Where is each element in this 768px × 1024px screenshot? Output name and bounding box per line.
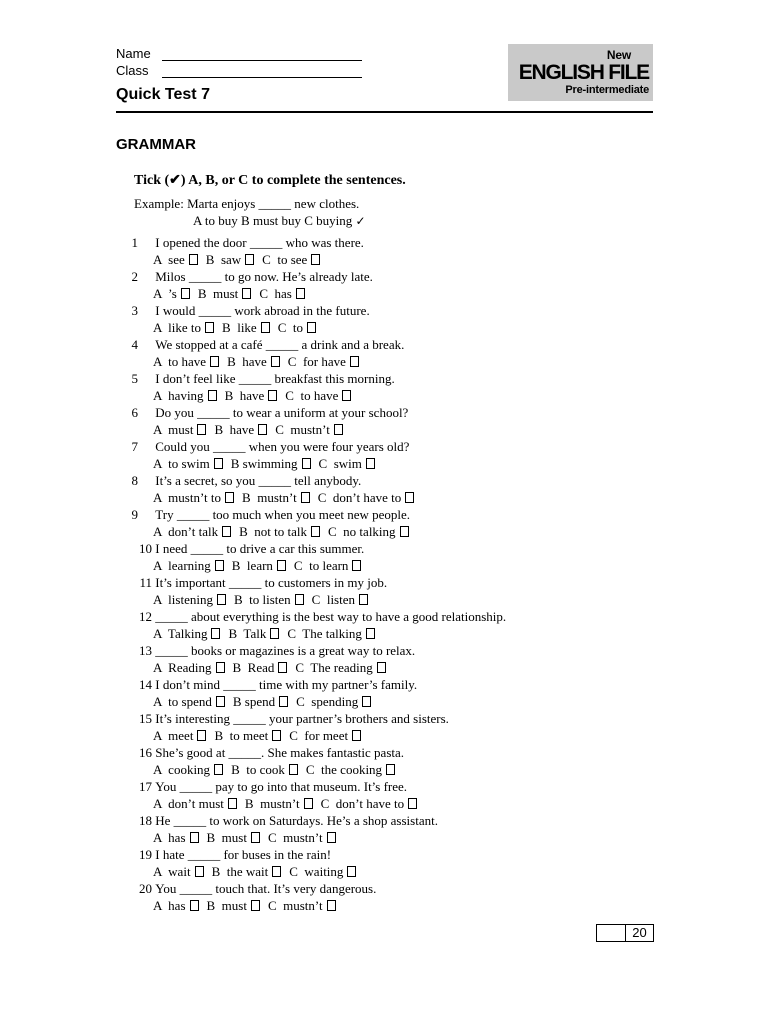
question-line	[116, 778, 676, 795]
question-options	[116, 523, 676, 540]
option-label: C for have	[287, 354, 346, 369]
option-label: A wait	[153, 864, 191, 879]
question-line	[116, 744, 676, 761]
option-label: A meet	[153, 728, 194, 743]
example	[134, 195, 366, 230]
option-label: C mustn’t	[267, 898, 323, 913]
tick-box[interactable]	[228, 798, 237, 809]
tick-box[interactable]	[362, 696, 371, 707]
question-item	[116, 336, 676, 370]
question-number: 3	[131, 303, 138, 318]
tick-box[interactable]	[327, 900, 336, 911]
option-label: B to listen	[233, 592, 291, 607]
question-options	[116, 897, 676, 914]
option-label: C the cooking	[305, 762, 383, 777]
tick-box[interactable]	[366, 458, 375, 469]
instruction: Tick (✔) A, B, or C to complete the sentences.	[134, 173, 406, 188]
question-list	[116, 234, 676, 914]
option-label: B swimming	[230, 456, 298, 471]
logo-line-2: ENGLISH FILE	[518, 61, 649, 84]
option-label: C to	[277, 320, 303, 335]
tick-box[interactable]	[342, 390, 351, 401]
header-divider	[116, 111, 653, 113]
tick-box[interactable]	[245, 254, 254, 265]
option-label: A must	[153, 422, 194, 437]
question-options	[116, 319, 676, 336]
question-text: _____ books or magazines is a great way to relax.	[155, 643, 416, 658]
question-text: We stopped at a café _____ a drink and a break.	[155, 337, 405, 352]
question-item	[116, 778, 676, 812]
question-text: I opened the door _____ who was there.	[155, 235, 364, 250]
question-line	[116, 608, 676, 625]
tick-box[interactable]	[208, 390, 217, 401]
question-text: It’s interesting _____ your partner’s brothers and sisters.	[155, 711, 449, 726]
tick-box[interactable]	[190, 900, 199, 911]
option-label: C mustn’t	[275, 422, 330, 437]
question-number: 10	[139, 541, 152, 556]
option-label: C listen	[311, 592, 355, 607]
tick-box[interactable]	[279, 696, 288, 707]
question-text: You _____ touch that. It’s very dangerous.	[155, 881, 377, 896]
tick-box[interactable]	[216, 696, 225, 707]
option-label: A to have	[153, 354, 207, 369]
option-label: C mustn’t	[267, 830, 323, 845]
option-label: B must	[206, 898, 247, 913]
tick-box[interactable]	[277, 560, 286, 571]
question-line	[116, 268, 676, 285]
question-text: Could you _____ when you were four years old?	[155, 439, 410, 454]
tick-box[interactable]	[268, 390, 277, 401]
question-line	[116, 880, 676, 897]
tick-box[interactable]	[251, 900, 260, 911]
option-label: A learning	[153, 558, 211, 573]
tick-box[interactable]	[197, 730, 206, 741]
score-total: 20	[632, 925, 647, 940]
question-text: It’s important _____ to customers in my job.	[155, 575, 388, 590]
question-number: 5	[131, 371, 138, 386]
question-number: 11	[139, 575, 152, 590]
option-label: A see	[153, 252, 185, 267]
logo	[508, 44, 653, 101]
question-number: 1	[131, 235, 138, 250]
question-options	[116, 625, 676, 642]
name-label: Name	[116, 46, 151, 61]
question-line	[116, 234, 676, 251]
tick-box[interactable]	[289, 764, 298, 775]
tick-box[interactable]	[296, 288, 305, 299]
question-line	[116, 472, 676, 489]
question-text: I hate _____ for buses in the rain!	[155, 847, 332, 862]
tick-box[interactable]	[270, 628, 279, 639]
question-item	[116, 438, 676, 472]
option-label: C waiting	[289, 864, 344, 879]
question-text: Milos _____ to go now. He’s already late.	[155, 269, 373, 284]
tick-box[interactable]	[216, 662, 225, 673]
option-label: C for meet	[289, 728, 349, 743]
tick-box[interactable]	[301, 492, 310, 503]
tick-box[interactable]	[261, 322, 270, 333]
question-line	[116, 336, 676, 353]
question-options	[116, 727, 676, 744]
question-options	[116, 489, 676, 506]
question-item	[116, 880, 676, 914]
tick-box[interactable]	[272, 866, 281, 877]
question-text: Do you _____ to wear a uniform at your school?	[155, 405, 409, 420]
question-number: 2	[131, 269, 138, 284]
option-label: A has	[153, 830, 186, 845]
question-options	[116, 591, 676, 608]
option-label: A cooking	[153, 762, 211, 777]
question-text: It’s a secret, so you _____ tell anybody.	[155, 473, 362, 488]
tick-box[interactable]	[258, 424, 267, 435]
option-label: A having	[153, 388, 204, 403]
question-item	[116, 540, 676, 574]
tick-box[interactable]	[295, 594, 304, 605]
question-line	[116, 642, 676, 659]
option-label: A like to	[153, 320, 202, 335]
option-label: C to see	[262, 252, 308, 267]
tick-box[interactable]	[400, 526, 409, 537]
question-number: 20	[139, 881, 152, 896]
example-sentence-line	[134, 195, 366, 212]
tick-box[interactable]	[222, 526, 231, 537]
option-label: C don’t have to	[320, 796, 405, 811]
tick-box[interactable]	[352, 560, 361, 571]
option-label: B mustn’t	[244, 796, 300, 811]
option-label: C The talking	[287, 626, 362, 641]
option-label: B learn	[231, 558, 273, 573]
question-text: I need _____ to drive a car this summer.	[155, 541, 365, 556]
question-number: 12	[139, 609, 152, 624]
tick-box[interactable]	[272, 730, 281, 741]
option-label: B have	[224, 388, 265, 403]
question-number: 13	[139, 643, 152, 658]
option-label: B must	[197, 286, 239, 301]
tick-box[interactable]	[214, 458, 223, 469]
question-line	[116, 812, 676, 829]
question-options	[116, 829, 676, 846]
tick-box[interactable]	[304, 798, 313, 809]
tick-box[interactable]	[377, 662, 386, 673]
question-options	[116, 557, 676, 574]
option-label: B the wait	[211, 864, 269, 879]
tick-box[interactable]	[405, 492, 414, 503]
option-label: C spending	[296, 694, 359, 709]
tick-box[interactable]	[242, 288, 251, 299]
tick-box[interactable]	[210, 356, 219, 367]
tick-box[interactable]	[189, 254, 198, 265]
tick-box[interactable]	[311, 254, 320, 265]
tick-box[interactable]	[190, 832, 199, 843]
option-label: B to meet	[214, 728, 269, 743]
class-row	[116, 61, 362, 78]
question-item	[116, 744, 676, 778]
example-options-text: A to buy B must buy C buying	[193, 213, 353, 228]
student-info	[116, 44, 362, 78]
question-options	[116, 251, 676, 268]
option-label: B spend	[232, 694, 276, 709]
option-label: B to cook	[231, 762, 285, 777]
question-number: 15	[139, 711, 152, 726]
option-label: C to learn	[293, 558, 349, 573]
question-text: Try _____ too much when you meet new people.	[155, 507, 411, 522]
question-number: 6	[131, 405, 138, 420]
question-text: I would _____ work abroad in the future.	[155, 303, 370, 318]
tick-box[interactable]	[251, 832, 260, 843]
question-item	[116, 370, 676, 404]
option-label: A has	[153, 898, 186, 913]
example-sentence: Marta enjoys _____ new clothes.	[187, 196, 360, 211]
tick-box[interactable]	[347, 866, 356, 877]
question-options	[116, 387, 676, 404]
option-label: B saw	[205, 252, 242, 267]
tick-box[interactable]	[205, 322, 214, 333]
option-label: A don’t talk	[153, 524, 219, 539]
question-number: 17	[139, 779, 152, 794]
option-label: A listening	[153, 592, 213, 607]
tick-box[interactable]	[197, 424, 206, 435]
tick-box[interactable]	[307, 322, 316, 333]
question-item	[116, 574, 676, 608]
example-check-icon: ✓	[355, 214, 366, 228]
question-item	[116, 608, 676, 642]
tick-box[interactable]	[195, 866, 204, 877]
question-line	[116, 846, 676, 863]
question-number: 19	[139, 847, 152, 862]
option-label: A mustn’t to	[153, 490, 222, 505]
question-text: She’s good at _____. She makes fantastic pasta.	[155, 745, 405, 760]
question-options	[116, 761, 676, 778]
option-label: B Read	[232, 660, 275, 675]
option-label: C don’t have to	[317, 490, 402, 505]
question-options	[116, 421, 676, 438]
class-label: Class	[116, 63, 149, 78]
question-line	[116, 506, 676, 523]
question-item	[116, 710, 676, 744]
option-label: C no talking	[328, 524, 396, 539]
question-line	[116, 574, 676, 591]
option-label: A Reading	[153, 660, 212, 675]
question-options	[116, 285, 676, 302]
tick-box[interactable]	[334, 424, 343, 435]
question-line	[116, 438, 676, 455]
option-label: B like	[222, 320, 257, 335]
question-item	[116, 268, 676, 302]
option-label: C swim	[318, 456, 362, 471]
example-options	[134, 212, 366, 230]
question-item	[116, 642, 676, 676]
question-number: 18	[139, 813, 152, 828]
question-item	[116, 472, 676, 506]
question-line	[116, 676, 676, 693]
option-label: B not to talk	[239, 524, 308, 539]
tick-box[interactable]	[408, 798, 417, 809]
tick-box[interactable]	[215, 560, 224, 571]
tick-box[interactable]	[211, 628, 220, 639]
tick-box[interactable]	[311, 526, 320, 537]
option-label: C The reading	[295, 660, 373, 675]
question-line	[116, 370, 676, 387]
question-number: 4	[131, 337, 138, 352]
logo-line-3: Pre-intermediate	[565, 84, 649, 96]
name-field[interactable]	[162, 48, 362, 61]
score-box	[596, 924, 654, 942]
option-label: B must	[206, 830, 247, 845]
question-line	[116, 404, 676, 421]
tick-box[interactable]	[386, 764, 395, 775]
question-text: I don’t feel like _____ breakfast this morning.	[155, 371, 395, 386]
section-title: GRAMMAR	[116, 136, 196, 153]
tick-box[interactable]	[271, 356, 280, 367]
tick-box[interactable]	[350, 356, 359, 367]
option-label: A ’s	[153, 286, 177, 301]
tick-box[interactable]	[278, 662, 287, 673]
question-text: He _____ to work on Saturdays. He’s a shop assistant.	[155, 813, 438, 828]
question-line	[116, 302, 676, 319]
question-options	[116, 455, 676, 472]
option-label: B mustn’t	[242, 490, 297, 505]
option-label: A to spend	[153, 694, 212, 709]
question-number: 16	[139, 745, 152, 760]
tick-box[interactable]	[214, 764, 223, 775]
option-label: C has	[259, 286, 292, 301]
tick-box[interactable]	[181, 288, 190, 299]
question-text: I don’t mind _____ time with my partner’s family.	[155, 677, 418, 692]
class-field[interactable]	[162, 65, 362, 78]
option-label: B have	[227, 354, 267, 369]
question-item	[116, 302, 676, 336]
page-title: Quick Test 7	[116, 86, 210, 103]
question-text: You _____ pay to go into that museum. It’s free.	[155, 779, 408, 794]
option-label: B Talk	[228, 626, 267, 641]
question-number: 8	[131, 473, 138, 488]
tick-box[interactable]	[217, 594, 226, 605]
question-line	[116, 540, 676, 557]
question-item	[116, 812, 676, 846]
question-number: 9	[131, 507, 138, 522]
question-line	[116, 710, 676, 727]
question-item	[116, 404, 676, 438]
question-item	[116, 846, 676, 880]
question-options	[116, 693, 676, 710]
logo-line-1: New	[606, 48, 631, 62]
option-label: A Talking	[153, 626, 208, 641]
question-number: 7	[131, 439, 138, 454]
tick-box[interactable]	[352, 730, 361, 741]
question-text: _____ about everything is the best way to have a good relationship.	[155, 609, 507, 624]
question-item	[116, 234, 676, 268]
option-label: B have	[214, 422, 255, 437]
score-input[interactable]	[597, 925, 626, 941]
option-label: A to swim	[153, 456, 210, 471]
question-item	[116, 506, 676, 540]
option-label: A don’t must	[153, 796, 224, 811]
question-options	[116, 353, 676, 370]
tick-box[interactable]	[327, 832, 336, 843]
name-row	[116, 44, 362, 61]
question-options	[116, 659, 676, 676]
question-options	[116, 795, 676, 812]
question-options	[116, 863, 676, 880]
question-number: 14	[139, 677, 152, 692]
tick-box[interactable]	[225, 492, 234, 503]
example-label: Example:	[134, 196, 184, 211]
tick-box[interactable]	[366, 628, 375, 639]
tick-box[interactable]	[359, 594, 368, 605]
tick-box[interactable]	[302, 458, 311, 469]
option-label: C to have	[285, 388, 339, 403]
question-item	[116, 676, 676, 710]
